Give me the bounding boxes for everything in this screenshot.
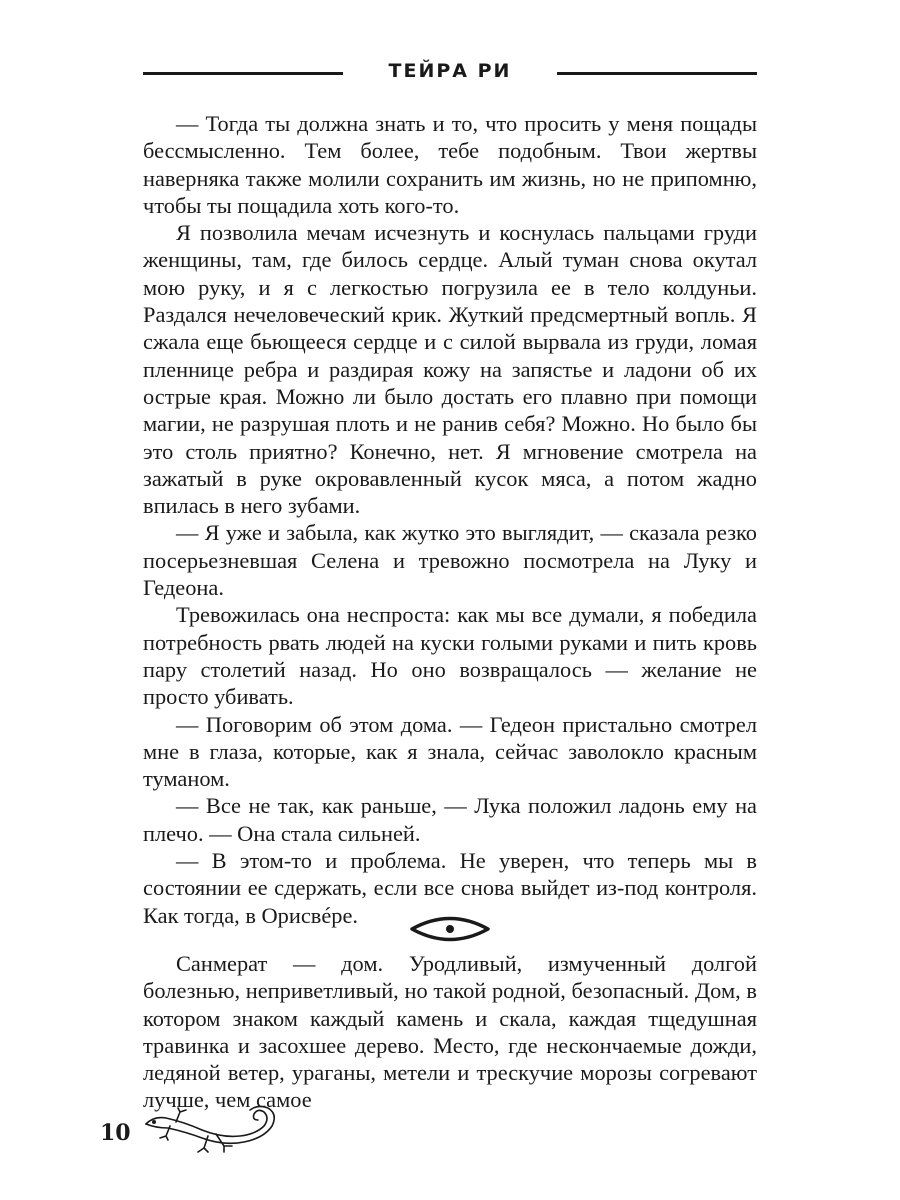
paragraph: — Я уже и забыла, как жутко это выглядит, — сказала резко посерьезневшая Селена и тревожно посмотрела на Луку и Гедеона. xyxy=(143,520,757,601)
paragraph: — Тогда ты должна знать и то, что просить у меня пощады бессмысленно. Тем более, тебе подобным. Твои жертвы наверняка также молили сохранить им жизнь, но не припомню, чтобы ты пощадила хоть кого-то. xyxy=(143,111,757,218)
paragraph: — Поговорим об этом дома. — Гедеон пристально смотрел мне в глаза, которые, как я знала, сейчас заволокло красным туманом. xyxy=(143,711,757,792)
paragraph: Тревожилась она неспроста: как мы все думали, я победила потребность рвать людей на куски голыми руками и пить кровь пару столетий назад. Но оно возвращалось — желание не просто убивать. xyxy=(143,602,757,710)
paragraph: Санмерат — дом. Уродливый, измученный долгой болезнью, неприветливый, но такой родной, безопасный. Дом, в котором знаком каждый камень и скала, каждая тщедушная травинка и засохшее дерево. Место, где нескончаемые дожди, ледяной ветер, ураганы, метели и трескучие морозы согревают лучше, чем самое xyxy=(143,951,757,1113)
page-number: 10 xyxy=(100,1120,131,1146)
eye-icon xyxy=(410,914,490,944)
running-header xyxy=(143,58,757,88)
lizard-icon xyxy=(140,1102,280,1162)
body-text-top xyxy=(143,110,757,929)
header-rule-right xyxy=(557,72,757,75)
paragraph: Я позволила мечам исчезнуть и коснулась пальцами груди женщины, там, где билось сердце. Алый туман снова окутал мою руку, и я с легкостью погрузила ее в тело колдуньи. Раздался нечеловеческий крик. Жуткий предсмертный вопль. Я сжала еще бьющееся сердце и с силой вырвала из груди, ломая пленнице ребра и раздирая кожу на запястье и ладони об их острые края. Можно ли было достать его плавно при помощи магии, не разрушая плоть и не ранив себя? Можно. Но было бы это столь приятно? Конечно, нет. Я мгновение смотрела на зажатый в руке окровавленный кусок мяса, а потом жадно впилась в него зубами. xyxy=(143,220,757,519)
paragraph: — Все не так, как раньше, — Лука положил ладонь ему на плечо. — Она стала сильней. xyxy=(143,793,757,846)
page-footer xyxy=(100,1110,360,1170)
body-text-bottom xyxy=(143,950,757,1114)
paragraph: — В этом-то и проблема. Не уверен, что теперь мы в состоянии ее сдержать, если все снова выйдет из-под контроля. Как тогда, в Орисвéре. xyxy=(143,848,757,928)
running-title: ТЕЙРА РИ xyxy=(388,60,512,82)
